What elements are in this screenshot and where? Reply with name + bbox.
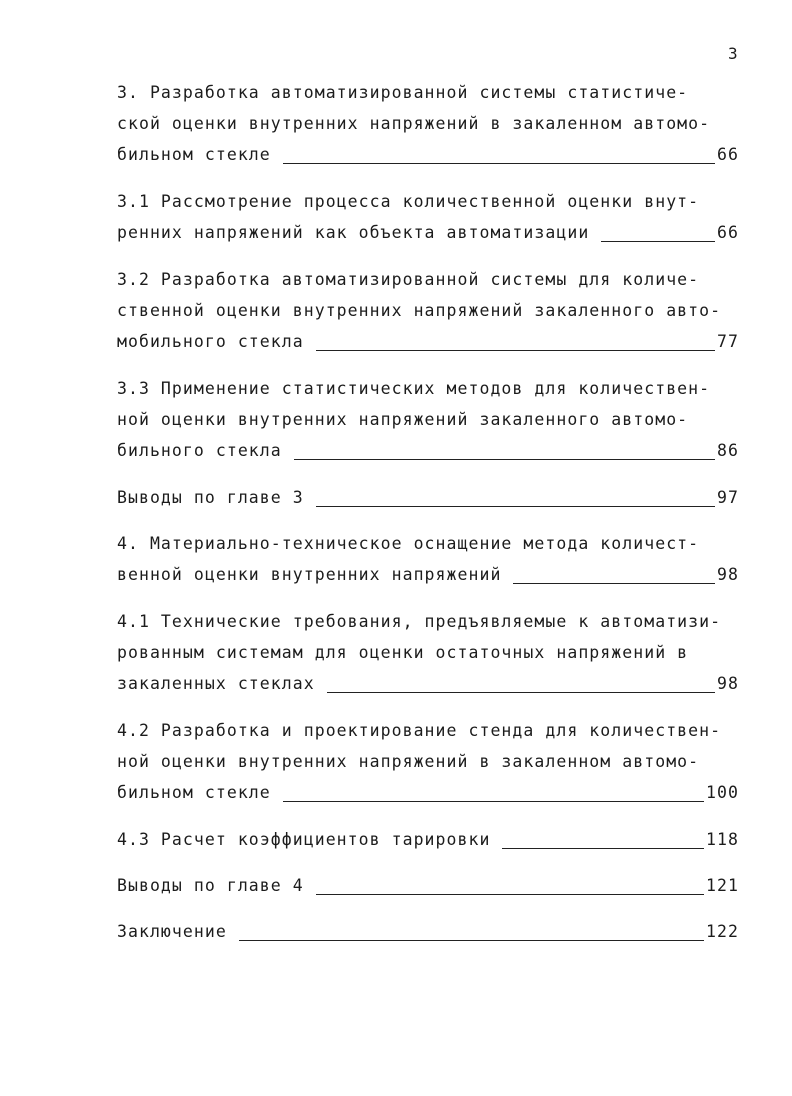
toc-entry-line: 3.3 Применение статистических методов для количествен- xyxy=(117,379,711,398)
toc-entry-line: 4.2 Разработка и проектирование стенда для количествен- xyxy=(117,721,722,740)
toc-entry-line: ной оценки внутренних напряжений в закаленном автомо- xyxy=(117,752,700,771)
table-of-contents xyxy=(117,77,739,962)
toc-entry xyxy=(117,870,739,901)
toc-entry-last-line xyxy=(117,559,739,590)
toc-entry-title: Выводы по главе 4 xyxy=(117,876,304,895)
toc-entry-last-line xyxy=(117,824,739,855)
toc-entry xyxy=(117,77,739,170)
toc-leader-line xyxy=(239,940,704,941)
toc-entry-title: Заключение xyxy=(117,922,227,941)
toc-entry-title: ренних напряжений как объекта автоматизации xyxy=(117,223,590,242)
toc-leader-line xyxy=(316,894,704,895)
toc-entry-last-line xyxy=(117,326,739,357)
toc-page-number: 118 xyxy=(706,830,739,849)
toc-entry xyxy=(117,824,739,855)
toc-entry xyxy=(117,186,739,248)
toc-leader-line xyxy=(502,848,704,849)
toc-entry-last-line xyxy=(117,435,739,466)
toc-page-number: 66 xyxy=(717,223,739,242)
toc-leader-line xyxy=(601,241,715,242)
toc-entry-title: Выводы по главе 3 xyxy=(117,488,304,507)
toc-page-number: 66 xyxy=(717,145,739,164)
toc-entry-last-line xyxy=(117,916,739,947)
toc-page-number: 97 xyxy=(717,488,739,507)
toc-entry-title: бильном стекле xyxy=(117,145,271,164)
toc-entry-line: ной оценки внутренних напряжений закаленного автомо- xyxy=(117,410,689,429)
toc-entry xyxy=(117,264,739,357)
toc-entry-title: бильном стекле xyxy=(117,783,271,802)
toc-leader-line xyxy=(283,163,715,164)
toc-entry-last-line xyxy=(117,139,739,170)
toc-page-number: 98 xyxy=(717,565,739,584)
toc-entry-title: венной оценки внутренних напряжений xyxy=(117,565,502,584)
toc-entry xyxy=(117,916,739,947)
page-number: 3 xyxy=(728,44,739,63)
toc-entry-line: рованным системам для оценки остаточных напряжений в xyxy=(117,643,689,662)
toc-entry-line: 3.1 Рассмотрение процесса количественной оценки внут- xyxy=(117,192,700,211)
toc-entry-line: ственной оценки внутренних напряжений закаленного авто- xyxy=(117,301,722,320)
toc-entry xyxy=(117,606,739,699)
toc-page-number: 121 xyxy=(706,876,739,895)
toc-entry-line: ской оценки внутренних напряжений в закаленном автомо- xyxy=(117,114,711,133)
toc-leader-line xyxy=(283,801,704,802)
toc-entry-title: 4.3 Расчет коэффициентов тарировки xyxy=(117,830,491,849)
toc-entry-line: 3. Разработка автоматизированной системы статистиче- xyxy=(117,83,689,102)
toc-entry-title: закаленных стеклах xyxy=(117,674,315,693)
toc-entry xyxy=(117,528,739,590)
toc-entry-line: 4. Материально-техническое оснащение метода количест- xyxy=(117,534,700,553)
toc-entry-title: мобильного стекла xyxy=(117,332,304,351)
toc-leader-line xyxy=(513,583,715,584)
toc-entry xyxy=(117,715,739,808)
toc-entry xyxy=(117,373,739,466)
toc-entry-line: 3.2 Разработка автоматизированной системы для количе- xyxy=(117,270,700,289)
toc-page-number: 122 xyxy=(706,922,739,941)
toc-entry-last-line xyxy=(117,668,739,699)
toc-page-number: 100 xyxy=(706,783,739,802)
toc-entry-last-line xyxy=(117,217,739,248)
toc-leader-line xyxy=(316,350,715,351)
toc-page-number: 86 xyxy=(717,441,739,460)
toc-entry-line: 4.1 Технические требования, предъявляемые к автоматизи- xyxy=(117,612,722,631)
toc-page-number: 77 xyxy=(717,332,739,351)
toc-leader-line xyxy=(294,459,715,460)
toc-page-number: 98 xyxy=(717,674,739,693)
toc-leader-line xyxy=(327,692,715,693)
toc-leader-line xyxy=(316,506,715,507)
toc-entry-last-line xyxy=(117,482,739,513)
toc-entry-last-line xyxy=(117,777,739,808)
toc-entry xyxy=(117,482,739,513)
toc-entry-title: бильного стекла xyxy=(117,441,282,460)
toc-entry-last-line xyxy=(117,870,739,901)
